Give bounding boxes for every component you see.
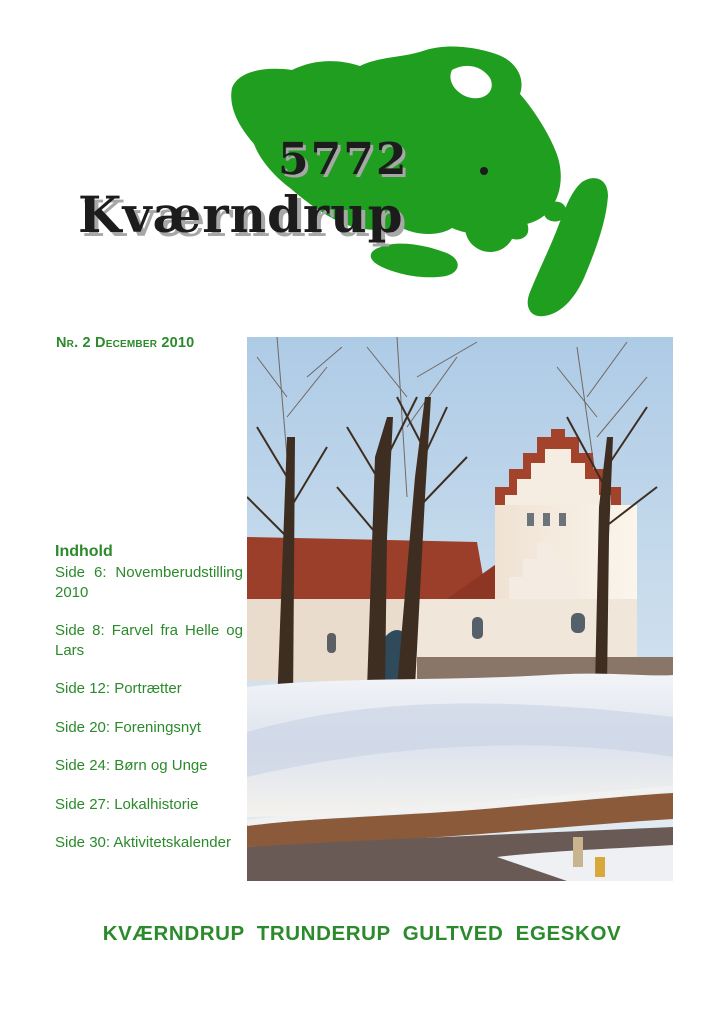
- town-title: Kværndrup: [78, 185, 404, 244]
- cover-photo: [247, 337, 673, 881]
- church-in-snow-photo: [247, 337, 673, 881]
- issue-number: Nr. 2 December 2010: [56, 335, 195, 351]
- table-of-contents: [55, 542, 243, 872]
- toc-list: [55, 563, 243, 853]
- postal-code: 5772: [278, 134, 409, 185]
- village-names-footer: KVÆRNDRUP TRUNDERUP GULTVED EGESKOV: [102, 922, 622, 945]
- masthead: [0, 0, 724, 330]
- toc-item[interactable]: Side 24: Børn og Unge: [55, 757, 208, 774]
- toc-item[interactable]: Side 8: Farvel fra Helle og Lars: [55, 622, 243, 659]
- toc-item[interactable]: Side 20: Foreningsnyt: [55, 718, 201, 736]
- toc-item[interactable]: Side 12: Portrætter: [55, 680, 182, 697]
- toc-item[interactable]: Side 30: Aktivitetskalender: [55, 834, 231, 851]
- toc-item[interactable]: Side 27: Lokalhistorie: [55, 795, 199, 813]
- toc-item[interactable]: Side 6: Novemberudstilling 2010: [55, 564, 243, 601]
- toc-heading: Indhold: [55, 543, 113, 560]
